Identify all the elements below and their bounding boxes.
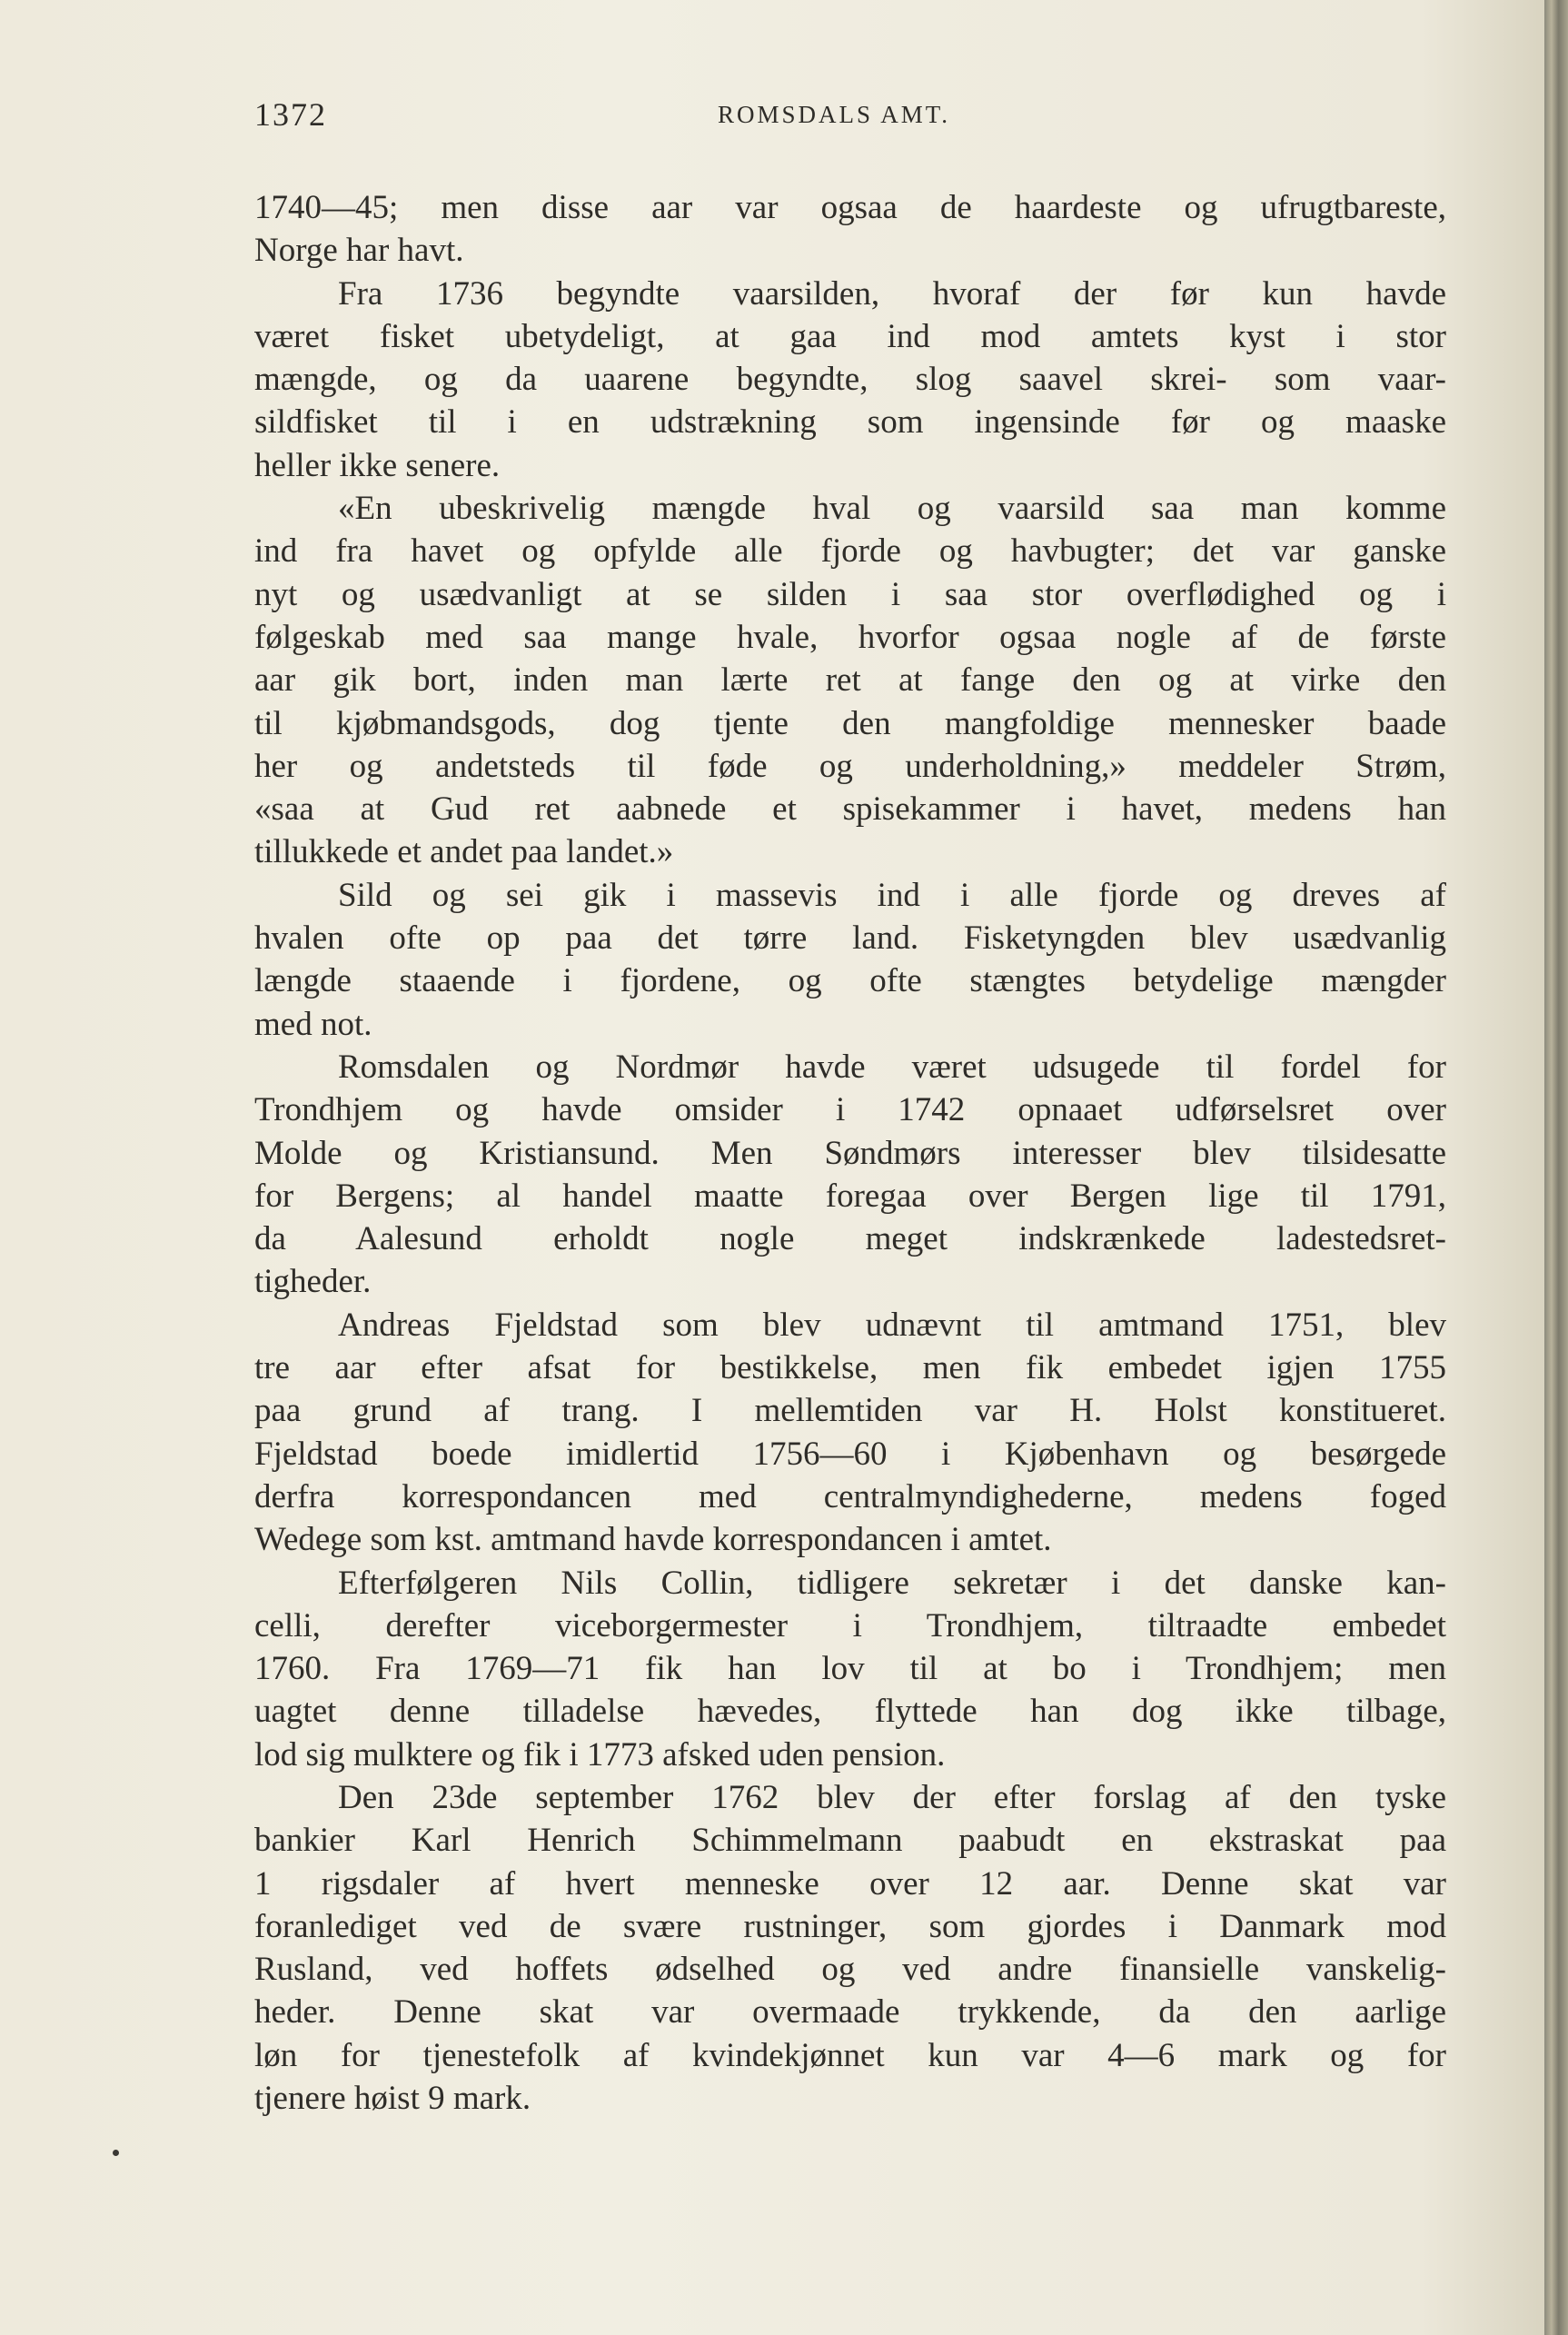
text-line: da Aalesund erholdt nogle meget indskrænkede ladestedsret-	[254, 1220, 1446, 1258]
text-line: bankier Karl Henrich Schimmelmann paabudt en ekstraskat paa	[254, 1822, 1446, 1860]
text-line: aar gik bort, inden man lærte ret at fange den og at virke den	[254, 661, 1446, 700]
text-line: tillukkede et andet paa landet.»	[254, 833, 674, 871]
text-line: nyt og usædvanligt at se silden i saa stor overflødighed og i	[254, 575, 1446, 613]
text-line: Molde og Kristiansund. Men Søndmørs interesser blev tilsidesatte	[254, 1134, 1446, 1172]
text-line: «En ubeskrivelig mængde hval og vaarsild saa man komme	[338, 490, 1446, 528]
text-line: Fjeldstad boede imidlertid 1756—60 i Kjøbenhavn og besørgede	[254, 1435, 1446, 1473]
text-line: foranlediget ved de svære rustninger, som gjordes i Danmark mod	[254, 1907, 1446, 1945]
page-number: 1372	[254, 96, 327, 133]
text-line: tjenere høist 9 mark.	[254, 2080, 531, 2118]
text-line: hvalen ofte op paa det tørre land. Fisketyngden blev usædvanlig	[254, 919, 1446, 958]
text-line: længde staaende i fjordene, og ofte stængtes betydelige mængder	[254, 962, 1446, 1000]
text-line: lod sig mulktere og fik i 1773 afsked uden pension.	[254, 1735, 946, 1774]
text-line: paa grund af trang. I mellemtiden var H. Holst konstitueret.	[254, 1392, 1446, 1430]
text-line: for Bergens; al handel maatte foregaa over Bergen lige til 1791,	[254, 1177, 1446, 1215]
text-line: «saa at Gud ret aabnede et spisekammer i havet, medens han	[254, 790, 1446, 829]
text-line: Rusland, ved hoffets ødselhed og ved andre finansielle vanskelig-	[254, 1951, 1446, 1989]
text-line: Andreas Fjeldstad som blev udnævnt til amtmand 1751, blev	[338, 1306, 1446, 1344]
ink-speck	[113, 2150, 119, 2156]
text-line: tigheder.	[254, 1263, 372, 1301]
running-title: ROMSDALS AMT.	[718, 101, 951, 128]
text-line: Norge har havt.	[254, 232, 464, 270]
text-line: her og andetsteds til føde og underholdning,» meddeler Strøm,	[254, 747, 1446, 785]
text-line: uagtet denne tilladelse hævedes, flyttede han dog ikke tilbage,	[254, 1693, 1446, 1731]
text-line: Romsdalen og Nordmør havde været udsugede til fordel for	[338, 1048, 1446, 1086]
text-line: 1740—45; men disse aar var ogsaa de haardeste og ufrugtbareste,	[254, 189, 1446, 226]
text-line: 1 rigsdaler af hvert menneske over 12 aar. Denne skat var	[254, 1864, 1446, 1903]
page-header	[254, 95, 1435, 141]
text-line: heller ikke senere.	[254, 446, 501, 484]
text-line: følgeskab med saa mange hvale, hvorfor ogsaa nogle af de første	[254, 618, 1446, 656]
text-line: tre aar efter afsat for bestikkelse, men fik embedet igjen 1755	[254, 1349, 1446, 1387]
text-line: løn for tjenestefolk af kvindekjønnet kun var 4—6 mark og for	[254, 2036, 1446, 2074]
text-line: Den 23de september 1762 blev der efter forslag af den tyske	[338, 1778, 1446, 1816]
text-line: til kjøbmandsgods, dog tjente den mangfoldige mennesker baade	[254, 704, 1446, 742]
text-line: mængde, og da uaarene begyndte, slog saavel skrei- som vaar-	[254, 361, 1446, 399]
page-edge-shadow	[1544, 0, 1568, 2335]
text-line: Fra 1736 begyndte vaarsilden, hvoraf der før kun havde	[338, 274, 1446, 313]
text-line: 1760. Fra 1769—71 fik han lov til at bo i Trondhjem; men	[254, 1650, 1446, 1688]
text-line: sildfisket til i en udstrækning som ingensinde før og maaske	[254, 403, 1446, 442]
text-line: ind fra havet og opfylde alle fjorde og havbugter; det var ganske	[254, 532, 1446, 571]
body-text	[254, 186, 1446, 2120]
text-line: Trondhjem og havde omsider i 1742 opnaaet udførselsret over	[254, 1091, 1446, 1129]
text-line: Efterfølgeren Nils Collin, tidligere sekretær i det danske kan-	[338, 1564, 1446, 1602]
text-line: derfra korrespondancen med centralmyndighederne, medens foged	[254, 1477, 1446, 1515]
text-line: celli, derefter viceborgermester i Trondhjem, tiltraadte embedet	[254, 1606, 1446, 1644]
text-line: været fisket ubetydeligt, at gaa ind mod amtets kyst i stor	[254, 317, 1446, 355]
text-line: Wedege som kst. amtmand havde korrespondancen i amtet.	[254, 1521, 1052, 1559]
text-line: heder. Denne skat var overmaade trykkende, da den aarlige	[254, 1993, 1446, 2032]
text-line: med not.	[254, 1005, 372, 1043]
text-line: Sild og sei gik i massevis ind i alle fjorde og dreves af	[338, 876, 1446, 914]
